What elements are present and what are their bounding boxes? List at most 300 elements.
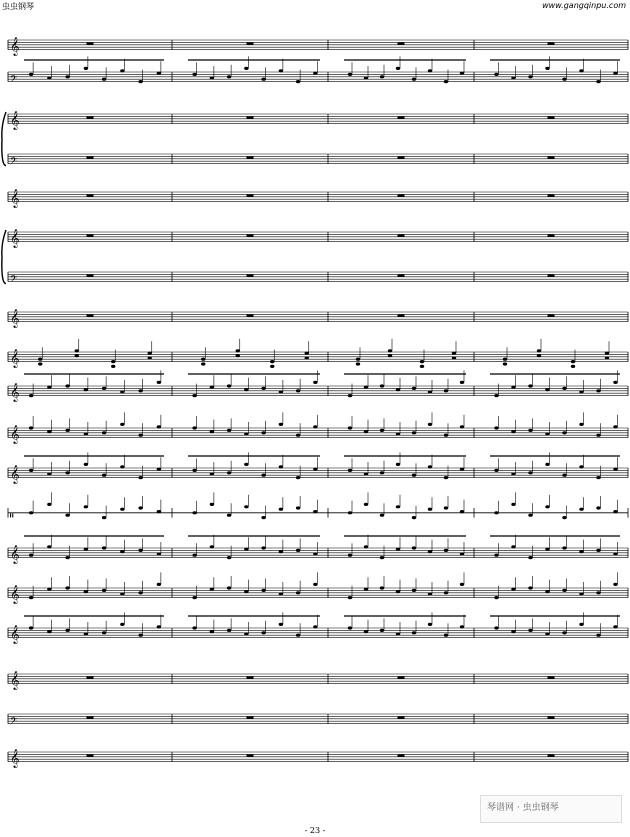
note-head — [511, 630, 515, 633]
note-head — [364, 430, 368, 433]
note-head — [528, 629, 532, 632]
note-head — [84, 548, 88, 551]
note-head — [356, 362, 360, 365]
staff-s3 — [8, 111, 628, 131]
note-head — [38, 358, 42, 361]
brace — [2, 230, 6, 284]
whole-rest — [398, 676, 405, 678]
note-head — [460, 72, 464, 75]
note-head — [444, 549, 448, 552]
brace — [2, 112, 6, 166]
note-head — [596, 434, 600, 437]
staff-s5 — [8, 189, 628, 209]
note-head — [605, 352, 609, 355]
note-head — [528, 556, 532, 559]
note-head — [244, 548, 248, 551]
note-head — [84, 632, 88, 635]
note-head — [511, 545, 515, 548]
note-head — [279, 508, 283, 511]
note-head — [562, 78, 566, 81]
note-head — [494, 73, 498, 76]
note-head — [428, 465, 432, 468]
note-head — [511, 76, 515, 79]
note-head — [613, 625, 617, 628]
note-head — [227, 629, 231, 632]
percussion-clef-icon: 𝄥 — [10, 509, 14, 523]
note-head — [380, 384, 384, 387]
note-head — [494, 596, 498, 599]
treble-clef-icon: 𝄞 — [10, 36, 20, 56]
note-head — [279, 550, 283, 553]
note-head — [348, 554, 352, 557]
staff-s2 — [8, 56, 628, 86]
note-head — [102, 387, 106, 390]
note-head — [528, 514, 532, 517]
note-head — [47, 588, 51, 591]
note-head — [210, 76, 214, 79]
whole-rest — [87, 116, 94, 118]
note-head — [261, 78, 265, 81]
note-head — [120, 465, 124, 468]
note-head — [494, 626, 498, 629]
note-head — [412, 516, 416, 519]
whole-rest — [548, 716, 555, 718]
note-head — [192, 626, 196, 629]
note-head — [38, 362, 42, 365]
note-head — [313, 552, 317, 555]
note-head — [348, 596, 352, 599]
note-head — [305, 352, 309, 355]
note-head — [279, 592, 283, 595]
note-head — [29, 626, 33, 629]
note-head — [111, 365, 115, 368]
note-head — [511, 386, 515, 389]
note-head — [84, 590, 88, 593]
page-number: - 23 - — [304, 826, 326, 835]
note-head — [138, 476, 142, 479]
site-url-header: www.gangqinpu.com — [542, 1, 626, 10]
note-head — [348, 426, 352, 429]
note-head — [545, 590, 549, 593]
note-head — [102, 431, 106, 434]
note-head — [545, 505, 549, 508]
note-head — [562, 631, 566, 634]
whole-rest — [87, 274, 94, 276]
note-head — [380, 429, 384, 432]
note-head — [210, 430, 214, 433]
note-head — [348, 469, 352, 472]
whole-rest — [548, 156, 555, 158]
note-head — [396, 590, 400, 593]
whole-rest — [548, 314, 555, 316]
note-head — [227, 471, 231, 474]
note-head — [562, 387, 566, 390]
note-head — [47, 472, 51, 475]
treble-clef-icon: 𝄞 — [10, 748, 20, 768]
note-head — [305, 356, 309, 359]
staff-s9 — [8, 339, 628, 369]
note-head — [396, 632, 400, 635]
note-head — [396, 463, 400, 466]
note-head — [157, 468, 161, 471]
note-head — [65, 556, 69, 559]
whole-rest — [398, 754, 405, 756]
note-head — [596, 549, 600, 552]
note-head — [296, 506, 300, 509]
watermark-logo: 琴谱网 · 虫虫钢琴 — [480, 795, 622, 823]
note-head — [613, 425, 617, 428]
note-head — [296, 80, 300, 83]
note-head — [29, 394, 33, 397]
note-head — [380, 629, 384, 632]
whole-rest — [398, 716, 405, 718]
note-head — [120, 592, 124, 595]
note-head — [364, 630, 368, 633]
note-head — [412, 546, 416, 549]
note-head — [444, 634, 448, 637]
note-head — [157, 625, 161, 628]
note-head — [364, 76, 368, 79]
note-head — [47, 76, 51, 79]
note-head — [120, 623, 124, 626]
whole-rest — [87, 314, 94, 316]
note-head — [596, 389, 600, 392]
whole-rest — [247, 754, 254, 756]
note-head — [148, 352, 152, 355]
note-head — [192, 554, 196, 557]
note-head — [420, 360, 424, 363]
note-head — [613, 583, 617, 586]
note-head — [148, 356, 152, 359]
note-head — [244, 505, 248, 508]
note-head — [227, 586, 231, 589]
note-head — [261, 631, 265, 634]
whole-rest — [87, 234, 94, 236]
note-head — [29, 469, 33, 472]
note-head — [47, 545, 51, 548]
note-head — [65, 471, 69, 474]
note-head — [613, 381, 617, 384]
note-head — [412, 474, 416, 477]
note-head — [192, 469, 196, 472]
note-head — [261, 516, 265, 519]
staff-s6 — [8, 229, 628, 249]
note-head — [428, 69, 432, 72]
note-head — [210, 630, 214, 633]
note-head — [261, 387, 265, 390]
whole-rest — [548, 754, 555, 756]
note-head — [65, 429, 69, 432]
whole-rest — [247, 234, 254, 236]
whole-rest — [247, 716, 254, 718]
note-head — [192, 394, 196, 397]
note-head — [29, 511, 33, 514]
note-head — [120, 508, 124, 511]
note-head — [364, 386, 368, 389]
whole-rest — [548, 116, 555, 118]
note-head — [528, 384, 532, 387]
note-head — [210, 472, 214, 475]
note-head — [157, 425, 161, 428]
note-head — [579, 465, 583, 468]
note-head — [396, 548, 400, 551]
note-head — [444, 434, 448, 437]
note-head — [279, 623, 283, 626]
staff-s1 — [8, 37, 628, 57]
note-head — [111, 360, 115, 363]
note-head — [380, 514, 384, 517]
note-head — [412, 431, 416, 434]
note-head — [261, 431, 265, 434]
note-head — [364, 545, 368, 548]
note-head — [348, 511, 352, 514]
note-head — [261, 474, 265, 477]
note-head — [270, 360, 274, 363]
note-head — [84, 388, 88, 391]
note-head — [562, 516, 566, 519]
note-head — [613, 510, 617, 513]
note-head — [65, 75, 69, 78]
note-head — [444, 506, 448, 509]
treble-clef-icon: 𝄞 — [10, 624, 20, 644]
note-head — [157, 381, 161, 384]
note-head — [511, 588, 515, 591]
note-head — [545, 632, 549, 635]
note-head — [192, 511, 196, 514]
note-head — [528, 471, 532, 474]
note-head — [348, 394, 352, 397]
staff-s10 — [8, 370, 628, 402]
note-head — [296, 591, 300, 594]
note-head — [138, 80, 142, 83]
note-head — [348, 73, 352, 76]
note-head — [511, 430, 515, 433]
note-head — [157, 510, 161, 513]
treble-clef-icon: 𝄞 — [10, 424, 20, 444]
whole-rest — [548, 234, 555, 236]
note-head — [444, 476, 448, 479]
note-head — [120, 550, 124, 553]
note-head — [605, 356, 609, 359]
note-head — [84, 432, 88, 435]
note-head — [244, 590, 248, 593]
whole-rest — [87, 676, 94, 678]
note-head — [313, 72, 317, 75]
note-head — [313, 583, 317, 586]
note-head — [75, 349, 79, 352]
note-head — [210, 545, 214, 548]
staff-s14 — [8, 535, 628, 565]
note-head — [528, 75, 532, 78]
note-head — [84, 505, 88, 508]
note-head — [227, 514, 231, 517]
note-head — [201, 362, 205, 365]
note-head — [356, 358, 360, 361]
note-head — [511, 503, 515, 506]
note-head — [412, 387, 416, 390]
note-head — [562, 431, 566, 434]
note-head — [545, 463, 549, 466]
note-head — [380, 471, 384, 474]
note-head — [138, 549, 142, 552]
note-head — [537, 349, 541, 352]
note-head — [420, 365, 424, 368]
note-head — [29, 554, 33, 557]
note-head — [494, 469, 498, 472]
note-head — [364, 472, 368, 475]
note-head — [313, 625, 317, 628]
note-head — [244, 67, 248, 70]
treble-clef-icon: 𝄞 — [10, 348, 20, 368]
note-head — [102, 516, 106, 519]
note-head — [613, 552, 617, 555]
note-head — [596, 476, 600, 479]
note-head — [84, 463, 88, 466]
note-head — [396, 67, 400, 70]
note-head — [545, 432, 549, 435]
note-head — [511, 472, 515, 475]
note-head — [579, 508, 583, 511]
whole-rest — [247, 116, 254, 118]
note-head — [452, 352, 456, 355]
note-head — [65, 514, 69, 517]
note-head — [279, 69, 283, 72]
whole-rest — [548, 42, 555, 44]
note-head — [460, 381, 464, 384]
note-head — [428, 423, 432, 426]
treble-clef-icon: 𝄞 — [10, 188, 20, 208]
note-head — [138, 434, 142, 437]
note-head — [244, 432, 248, 435]
staff-s13 — [8, 492, 628, 522]
note-head — [380, 75, 384, 78]
whole-rest — [247, 314, 254, 316]
note-head — [210, 503, 214, 506]
note-head — [613, 72, 617, 75]
note-head — [313, 468, 317, 471]
note-head — [460, 625, 464, 628]
treble-clef-icon: 𝄞 — [10, 464, 20, 484]
note-head — [412, 589, 416, 592]
treble-clef-icon: 𝄞 — [10, 110, 20, 130]
note-head — [192, 596, 196, 599]
note-head — [571, 365, 575, 368]
note-head — [364, 588, 368, 591]
note-head — [120, 69, 124, 72]
whole-rest — [398, 274, 405, 276]
note-head — [102, 589, 106, 592]
staff-s8 — [8, 309, 628, 329]
note-head — [528, 586, 532, 589]
note-head — [596, 506, 600, 509]
note-head — [227, 429, 231, 432]
note-head — [396, 505, 400, 508]
note-head — [460, 425, 464, 428]
note-head — [452, 356, 456, 359]
note-head — [503, 358, 507, 361]
note-head — [494, 554, 498, 557]
note-head — [396, 432, 400, 435]
note-head — [279, 423, 283, 426]
note-head — [236, 354, 240, 357]
whole-rest — [87, 156, 94, 158]
note-head — [120, 423, 124, 426]
whole-rest — [247, 156, 254, 158]
treble-clef-icon: 𝄞 — [10, 584, 20, 604]
note-head — [537, 354, 541, 357]
note-head — [201, 358, 205, 361]
note-head — [102, 78, 106, 81]
note-head — [562, 589, 566, 592]
note-head — [579, 550, 583, 553]
note-head — [428, 508, 432, 511]
note-head — [528, 429, 532, 432]
note-head — [120, 390, 124, 393]
note-head — [388, 349, 392, 352]
note-head — [596, 80, 600, 83]
whole-rest — [398, 156, 405, 158]
note-head — [296, 389, 300, 392]
note-head — [29, 426, 33, 429]
note-head — [210, 588, 214, 591]
whole-rest — [548, 194, 555, 196]
note-head — [444, 389, 448, 392]
note-head — [236, 349, 240, 352]
note-head — [313, 425, 317, 428]
treble-clef-icon: 𝄞 — [10, 670, 20, 690]
note-head — [313, 510, 317, 513]
note-head — [270, 365, 274, 368]
treble-clef-icon: 𝄞 — [10, 308, 20, 328]
note-head — [428, 390, 432, 393]
note-head — [460, 510, 464, 513]
note-head — [157, 72, 161, 75]
note-head — [388, 354, 392, 357]
note-head — [428, 592, 432, 595]
note-head — [157, 583, 161, 586]
bass-clef-icon: 𝄢 — [10, 155, 18, 169]
note-head — [138, 506, 142, 509]
note-head — [348, 626, 352, 629]
note-head — [84, 67, 88, 70]
note-head — [571, 360, 575, 363]
note-head — [192, 73, 196, 76]
note-head — [579, 623, 583, 626]
note-head — [261, 546, 265, 549]
note-head — [494, 511, 498, 514]
note-head — [138, 389, 142, 392]
note-head — [102, 631, 106, 634]
note-head — [47, 430, 51, 433]
note-head — [65, 586, 69, 589]
note-head — [396, 388, 400, 391]
note-head — [244, 632, 248, 635]
staff-s16 — [8, 612, 628, 644]
note-head — [596, 591, 600, 594]
note-head — [244, 463, 248, 466]
note-head — [579, 423, 583, 426]
staff-s12 — [8, 452, 628, 484]
note-head — [380, 586, 384, 589]
note-head — [545, 388, 549, 391]
note-head — [596, 634, 600, 637]
note-head — [412, 78, 416, 81]
note-head — [261, 589, 265, 592]
staff-s11 — [8, 412, 628, 444]
note-head — [428, 550, 432, 553]
bass-clef-icon: 𝄢 — [10, 73, 18, 87]
note-head — [428, 623, 432, 626]
